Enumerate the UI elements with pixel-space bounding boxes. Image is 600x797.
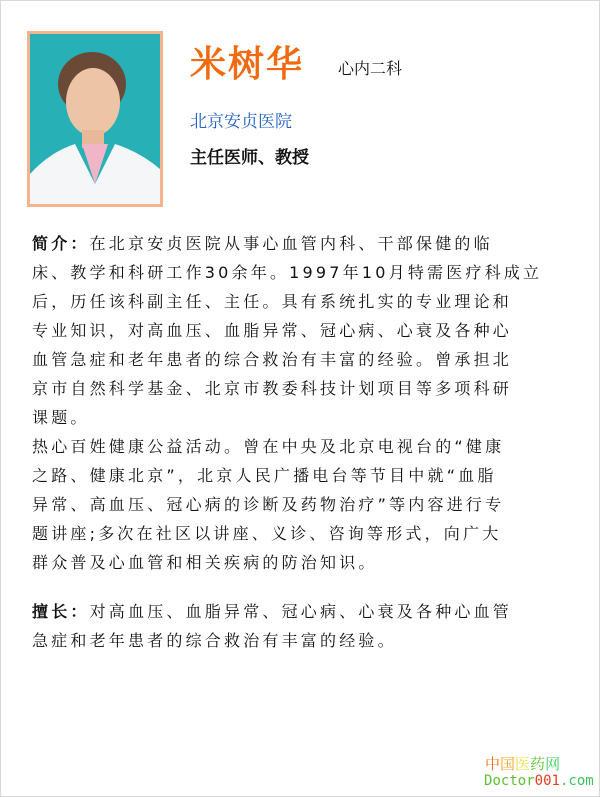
text-line: [32, 345, 577, 374]
text-content: 热心百姓健康公益活动。曾在中央及北京电视台的“健康: [32, 437, 505, 456]
watermark-char: 药: [530, 755, 546, 773]
text-line: [32, 316, 577, 345]
text-content: 急症和老年患者的综合救治有丰富的经验。: [32, 631, 397, 650]
watermark-char: t: [509, 773, 518, 789]
watermark-char: 医: [515, 755, 531, 773]
watermark-char: 国: [500, 755, 516, 773]
watermark-char: .: [559, 773, 569, 789]
text-line: [32, 597, 577, 626]
text-line: [32, 519, 577, 548]
text-line: [32, 229, 577, 258]
text-content: 课题。: [32, 408, 90, 427]
watermark-char: o: [576, 773, 586, 789]
watermark-char: 0: [543, 773, 552, 789]
watermark-char: o: [492, 773, 501, 789]
watermark-char: 0: [534, 773, 544, 789]
watermark-char: c: [500, 773, 510, 789]
doctor-hospital: 北京安贞医院: [190, 112, 292, 132]
doctor-name: 米树华: [190, 44, 305, 85]
watermark-char: c: [568, 773, 577, 789]
text-content: 专业知识，对高血压、血脂异常、冠心病、心衰及各种心: [32, 321, 513, 340]
text-line: [32, 461, 577, 490]
text-line: [32, 403, 577, 432]
text-content: 血管急症和老年患者的综合救治有丰富的经验。曾承担北: [32, 350, 513, 369]
text-line: [32, 626, 577, 655]
watermark-char: 中: [485, 755, 501, 773]
watermark-en: [484, 773, 594, 789]
text-content: 床、教学和科研工作30余年。1997年10月特需医疗科成立: [32, 263, 543, 282]
text-content: 题讲座;多次在社区以讲座、义诊、咨询等形式，向广大: [32, 524, 502, 543]
text-content: 对高血压、血脂异常、冠心病、心衰及各种心血管: [89, 602, 513, 621]
text-content: 后，历任该科副主任、主任。具有系统扎实的专业理论和: [32, 292, 513, 311]
intro-section: [32, 229, 577, 577]
specialty-section: [32, 597, 577, 655]
text-content: 群众普及心血管和相关疾病的防治知识。: [32, 553, 378, 572]
watermark-char: D: [484, 773, 493, 789]
text-line: [32, 548, 577, 577]
specialty-label: 擅长：: [32, 602, 90, 621]
text-line: [32, 287, 577, 316]
watermark-cn: [485, 753, 560, 774]
watermark-char: m: [585, 773, 594, 789]
text-content: 异常、高血压、冠心病的诊断及药物治疗”等内容进行专: [32, 495, 505, 514]
intro-label: 简介：: [32, 234, 90, 253]
text-line: [32, 374, 577, 403]
profile-body: [32, 229, 577, 655]
watermark-char: r: [526, 773, 535, 789]
watermark-char: o: [517, 773, 527, 789]
doctor-title: 主任医师、教授: [190, 148, 309, 168]
text-content: 在北京安贞医院从事心血管内科、干部保健的临: [89, 234, 493, 253]
doctor-department: 心内二科: [338, 59, 403, 78]
text-content: 之路、健康北京”，北京人民广播电台等节目中就“血脂: [32, 466, 497, 485]
watermark-char: 网: [545, 755, 561, 773]
text-line: [32, 432, 577, 461]
doctor-photo: [27, 31, 163, 207]
watermark-char: 1: [551, 773, 560, 789]
text-line: [32, 258, 577, 287]
text-content: 京市自然科学基金、北京市教委科技计划项目等多项科研: [32, 379, 513, 398]
text-line: [32, 490, 577, 519]
